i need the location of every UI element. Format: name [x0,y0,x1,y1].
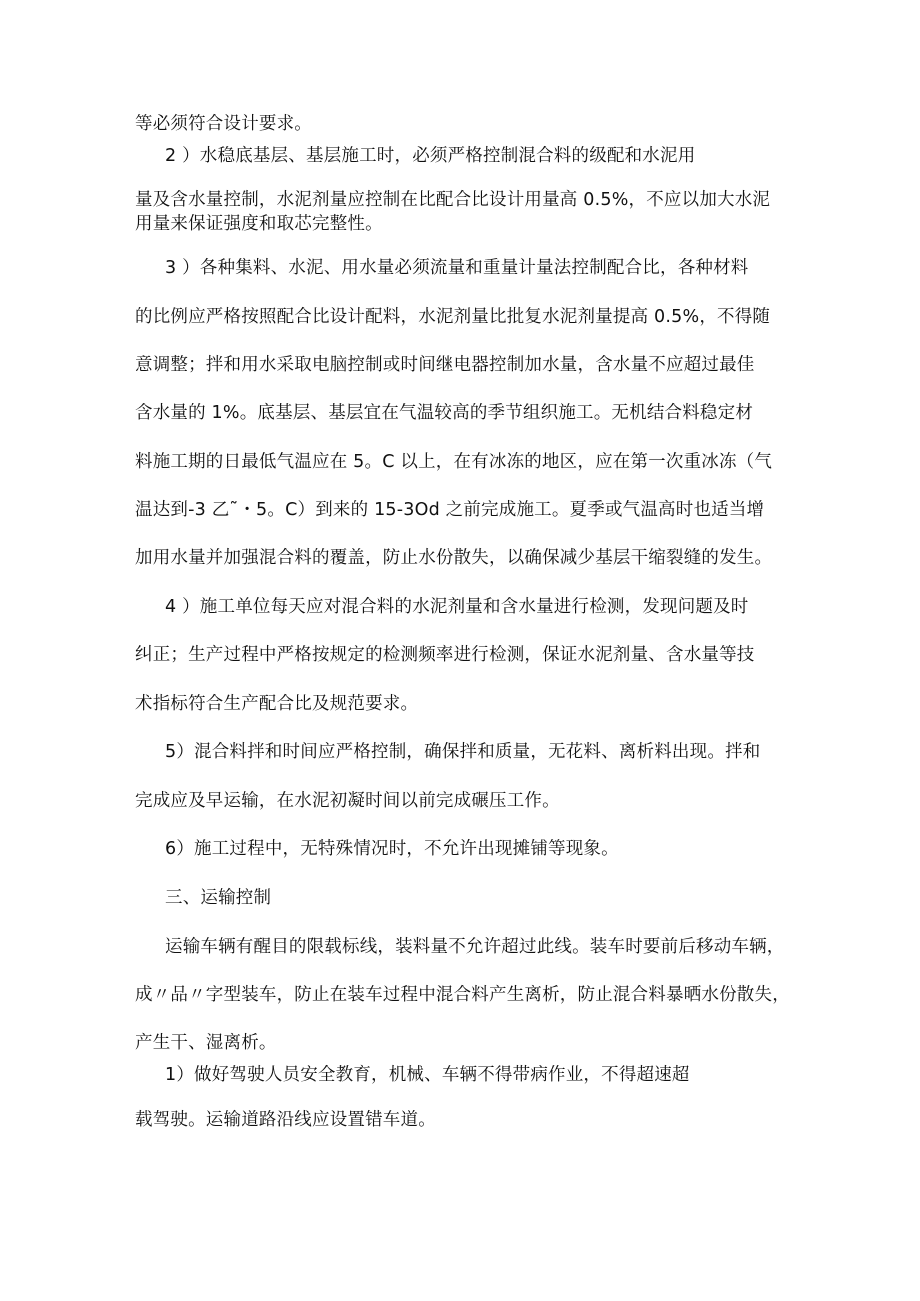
text-line: 产生干、湿离析。 [135,1033,277,1053]
text-line: 术指标符合生产配合比及规范要求。 [135,694,419,714]
text-line: 3 ）各种集料、水泥、用水量必须流量和重量计量法控制配合比，各种材料 [165,258,749,278]
text-line: 5）混合料拌和时间应严格控制，确保拌和质量，无花料、离析料出现。拌和 [165,742,761,762]
text-line: 2 ）水稳底基层、基层施工时，必须严格控制混合料的级配和水泥用 [165,146,696,166]
text-line: 意调整；拌和用水采取电脑控制或时间继电器控制加水量，含水量不应超过最佳 [135,355,755,375]
text-line: 纠正；生产过程中严格按规定的检测频率进行检测，保证水泥剂量、含水量等技 [135,645,755,665]
text-line: 用量来保证强度和取芯完整性。 [135,214,383,234]
text-line: 1）做好驾驶人员安全教育，机械、车辆不得带病作业，不得超速超 [165,1065,690,1085]
text-line: 4 ）施工单位每天应对混合料的水泥剂量和含水量进行检测，发现问题及时 [165,597,749,617]
text-line: 的比例应严格按照配合比设计配料，水泥剂量比批复水泥剂量提高 0.5%，不得随 [135,307,771,327]
text-line: 6）施工过程中，无特殊情况时，不允许出现摊铺等现象。 [165,839,619,859]
text-line: 运输车辆有醒目的限载标线，装料量不允许超过此线。装车时要前后移动车辆， [165,937,785,957]
text-line: 等必须符合设计要求。 [135,114,312,134]
text-line: 温达到-3 乙˜・5。C）到来的 15-3Od 之前完成施工。夏季或气温高时也适当增 [135,500,765,520]
text-line: 载驾驶。运输道路沿线应设置错车道。 [135,1110,436,1130]
text-line: 含水量的 1%。底基层、基层宜在气温较高的季节组织施工。无机结合料稳定材 [135,403,754,423]
section-heading: 三、运输控制 [165,888,272,908]
text-line: 完成应及早运输，在水泥初凝时间以前完成碾压工作。 [135,791,560,811]
text-line: 料施工期的日最低气温应在 5。C 以上，在有冰冻的地区，应在第一次重冰冻（气 [135,452,773,472]
text-line: 加用水量并加强混合料的覆盖，防止水份散失，以确保减少基层干缩裂缝的发生。 [135,548,773,568]
text-line: 成〃品〃字型装车，防止在装车过程中混合料产生离析，防止混合料暴晒水份散失， [135,985,790,1005]
text-line: 量及含水量控制，水泥剂量应控制在比配合比设计用量高 0.5%，不应以加大水泥 [135,190,771,210]
